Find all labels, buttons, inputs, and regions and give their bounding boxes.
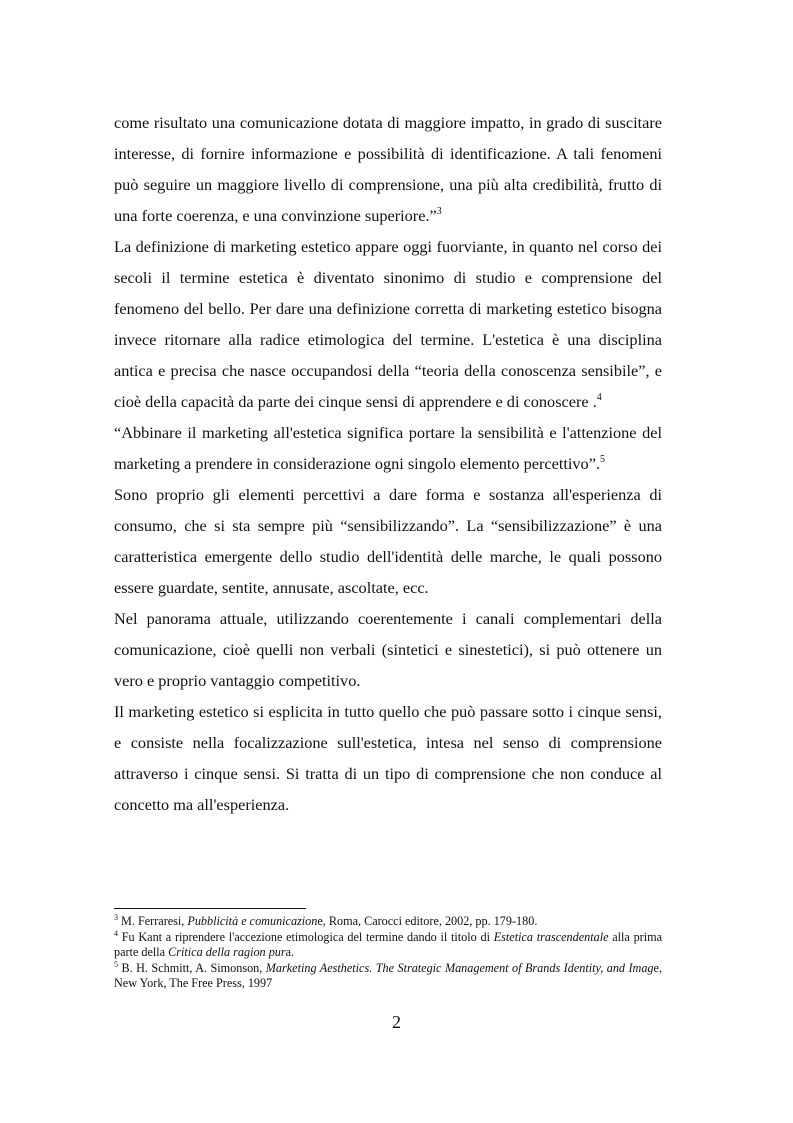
paragraph-5: Nel panorama attuale, utilizzando coerentemente i canali complementari della comunicazione, cioè quelli non verbali (sintetici e sinestetici), si può ottenere un vero e proprio vantaggio competitivo. [114,609,662,690]
footnote-ref-5: 5 [600,454,605,465]
footnote-title: Pubblicità e comunicazion [187,914,318,928]
page-number: 2 [392,1012,401,1032]
footnote-ref-3: 3 [436,206,442,217]
paragraph-4: Sono proprio gli elementi percettivi a dare forma e sostanza all'esperienza di consumo, che si sta sempre più “sensibilizzando”. La “sensibilizzazione” è una caratteristica emergente dello studio dell'identità delle marche, le quali possono essere guardate, sentite, annusate, ascoltate, ecc. [114,485,662,597]
footnote-title: Estetica trascendentale [493,929,609,944]
footnote-ref-4: 4 [596,392,602,403]
paragraph-3: “Abbinare il marketing all'estetica significa portare la sensibilità e l'attenzione del marketing a prendere in considerazione ogni singolo elemento percettivo”.$^5$ [114,423,662,473]
footnote-title: Marketing Aesthetics. The Strategic Management of Brands Identity, and Imag [265,960,654,975]
paragraph-2: La definizione di marketing estetico appare oggi fuorviante, in quanto nel corso dei secoli il termine estetica è diventato sinonimo di studio e comprensione del fenomeno del bello. Per dare una definizione corretta di marketing estetico bisogna invece ritornare alla radice etimologica del termine. L'estetica è una disciplina antica e precisa che nasce occupandosi della “teoria della conoscenza sensibile”, e cioè della capacità da parte dei cinque sensi di apprendere e di conoscere .$^4$ [114,237,662,411]
footnote-3: $^3$ M. Ferraresi, Pubblicità e comunicazione, Roma, Carocci editore, 2002, pp. 179-180. [114,913,538,928]
body-text [114,107,662,820]
footnote-title: Critica della ragion pur [168,945,286,959]
footnote-5: $^5$ B. H. Schmitt, A. Simonson, Marketing Aesthetics. The Strategic Management of Brands Identity, and Image, New York, The Free Press, 1997 [114,959,662,990]
footnote-number: 3 [114,913,118,922]
paragraph-1: come risultato una comunicazione dotata di maggiore impatto, in grado di suscitare interesse, di fornire informazione e possibilità di identificazione. A tali fenomeni può seguire un maggiore livello di comprensione, una più alta credibilità, frutto di una forte coerenza, e una convinzione superiore.”$^3$ [114,113,662,225]
footnote-number: 4 [114,928,118,938]
footnote-number: 5 [114,959,118,969]
paragraph-6: Il marketing estetico si esplicita in tutto quello che può passare sotto i cinque sensi, e consiste nella focalizzazione sull'estetica, intesa nel senso di comprensione attraverso i cinque sensi. Si tratta di un tipo di comprensione che non conduce al concetto ma all'esperienza. [114,702,662,814]
footnote-4: $^4$ Fu Kant a riprendere l'accezione etimologica del termine dando il titolo di Estetica trascendentale alla prima parte della Critica della ragion pura. [114,928,663,959]
footnote-separator [114,908,306,909]
footnotes [114,914,662,992]
